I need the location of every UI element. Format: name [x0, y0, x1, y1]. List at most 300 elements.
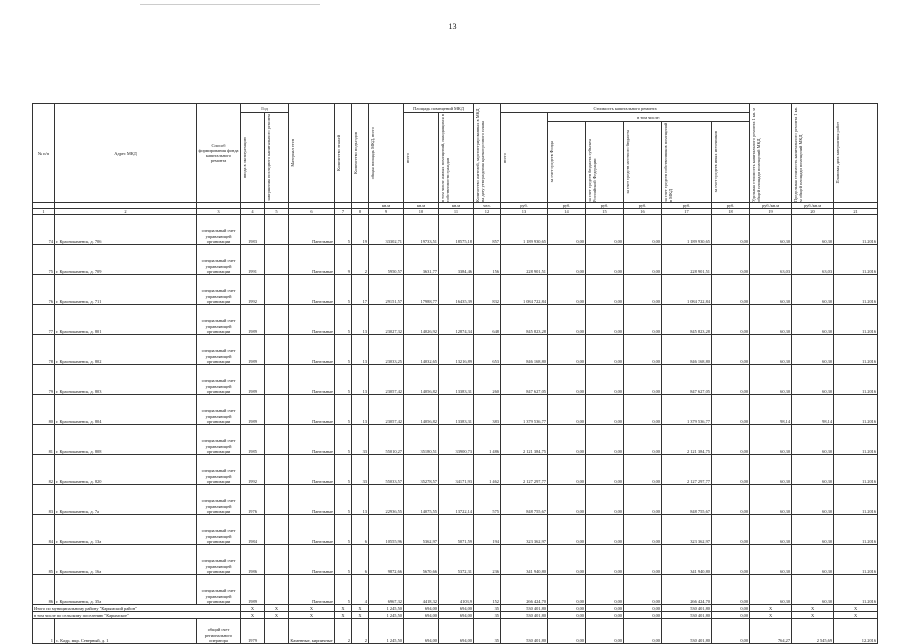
table-row: [33, 395, 878, 425]
residents: 194: [474, 515, 501, 545]
total-area: 1 245,50: [369, 619, 404, 644]
wall-material: Панельные: [289, 485, 335, 515]
plan-date: X: [834, 612, 878, 619]
plan-date: 11.2016: [834, 515, 878, 545]
cost-owners: 1 084 722,84: [662, 275, 712, 305]
cost-subject: 0,00: [586, 515, 624, 545]
row-number: 83: [33, 485, 55, 515]
column-number: 2: [55, 209, 197, 215]
area-residential: 13722,14: [439, 485, 474, 515]
cost-local: 0,00: [624, 395, 662, 425]
column-number: 13: [501, 209, 548, 215]
cost-subject: 0,00: [586, 545, 624, 575]
wall-material: Панельные: [289, 395, 335, 425]
cost-total: 530 401,80: [501, 612, 548, 619]
year-commission: 1989: [241, 335, 265, 365]
cost-fund: 0,00: [548, 335, 586, 365]
cost-total: 323 362,97: [501, 515, 548, 545]
area-total: 14056,82: [404, 395, 439, 425]
table-row: [33, 245, 878, 275]
cost-total: 266 424,70: [501, 575, 548, 605]
totals-label: Итого по муниципальному району "Карымский район": [33, 605, 241, 612]
cost-other: 0,00: [712, 455, 750, 485]
area-total: 14056,82: [404, 365, 439, 395]
total-area: 33302,71: [369, 215, 404, 245]
entrances: 33: [352, 455, 369, 485]
year-commission: 1983: [241, 215, 265, 245]
row-address: г. Краснокаменск, д. 801: [55, 305, 197, 335]
header-year-group: Год: [241, 104, 289, 113]
wall-material: Панельные: [289, 365, 335, 395]
row-address: г. Краснокаменск, д. 802: [55, 335, 197, 365]
entrances: 19: [352, 215, 369, 245]
cost-subject: 0,00: [586, 275, 624, 305]
cost-subject: 0,00: [586, 485, 624, 515]
total-area: 23027,32: [369, 305, 404, 335]
cost-local: 0,00: [624, 515, 662, 545]
column-number: 7: [335, 209, 352, 215]
cost-owners: 2 127 297,77: [662, 455, 712, 485]
year-commission: 1989: [241, 365, 265, 395]
cost-owners: 846 168,80: [662, 335, 712, 365]
year-commission: X: [241, 605, 265, 612]
table-row: [33, 425, 878, 455]
year-commission: 1992: [241, 455, 265, 485]
max-cost: 60,30: [792, 365, 834, 395]
unit-cost: 60,30: [750, 545, 792, 575]
cost-fund: 0,00: [548, 605, 586, 612]
unit-cell: чел.: [474, 203, 501, 209]
area-residential: 4103,9: [439, 575, 474, 605]
residents: 156: [474, 245, 501, 275]
unit-cost: 60,30: [750, 425, 792, 455]
floors: 5: [335, 455, 352, 485]
year-commission: 1985: [241, 425, 265, 455]
row-address: г. Краснокаменск, д. 820: [55, 455, 197, 485]
max-cost: 60,30: [792, 455, 834, 485]
year-last-repair: [265, 275, 289, 305]
row-address: г. Краснокаменск, д. 804: [55, 395, 197, 425]
area-residential: 13383,31: [439, 365, 474, 395]
year-last-repair: [265, 335, 289, 365]
cost-local: 0,00: [624, 455, 662, 485]
entrances: 2: [352, 619, 369, 644]
unit-cost: 63,03: [750, 245, 792, 275]
cost-fund: 0,00: [548, 365, 586, 395]
residents: 260: [474, 365, 501, 395]
column-number: 14: [548, 209, 586, 215]
row-number: 76: [33, 275, 55, 305]
column-number: 9: [369, 209, 404, 215]
cost-fund: 0,00: [548, 545, 586, 575]
column-number: 16: [624, 209, 662, 215]
row-number: 74: [33, 215, 55, 245]
max-cost: 60,30: [792, 275, 834, 305]
max-cost: 60,30: [792, 545, 834, 575]
cost-total: 845 823,28: [501, 305, 548, 335]
header-area-group: Площадь помещений МКД: [404, 104, 474, 113]
cost-other: 0,00: [712, 545, 750, 575]
column-number: 21: [834, 209, 878, 215]
year-commission: X: [241, 612, 265, 619]
cost-subject: 0,00: [586, 245, 624, 275]
header-cost-fund: за счет средств Фонда: [549, 141, 554, 183]
cost-other: 0,00: [712, 515, 750, 545]
header-plan-date: Плановая дата завершения работ: [835, 122, 841, 184]
cost-other: 0,00: [712, 275, 750, 305]
cost-owners: 845 823,28: [662, 305, 712, 335]
floors: 5: [335, 365, 352, 395]
area-residential: 694,00: [439, 605, 474, 612]
unit-cost: 60,30: [750, 275, 792, 305]
year-commission: 1986: [241, 545, 265, 575]
table-row: [33, 215, 878, 245]
entrances: 17: [352, 275, 369, 305]
unit-cell: руб.: [501, 203, 548, 209]
column-number: 1: [33, 209, 55, 215]
cost-local: 0,00: [624, 425, 662, 455]
header-cost-owners: за счет средств собственников помещений в МКД: [663, 122, 673, 202]
residents: 35: [474, 619, 501, 644]
unit-cost: 60,30: [750, 485, 792, 515]
cost-owners: 530 401,80: [662, 605, 712, 612]
floors: 5: [335, 305, 352, 335]
floors: 9: [335, 245, 352, 275]
total-area: 23033,25: [369, 335, 404, 365]
cost-local: 0,00: [624, 545, 662, 575]
cost-fund: 0,00: [548, 245, 586, 275]
cost-fund: 0,00: [548, 575, 586, 605]
total-area: 9872,66: [369, 545, 404, 575]
year-last-repair: [265, 395, 289, 425]
table-row: [33, 365, 878, 395]
year-commission: 1989: [241, 575, 265, 605]
plan-date: 11.2016: [834, 215, 878, 245]
cost-subject: 0,00: [586, 335, 624, 365]
unit-cost: 98,14: [750, 395, 792, 425]
plan-date: 11.2016: [834, 425, 878, 455]
fund-method: специальный счет управляющей организации: [197, 245, 241, 275]
cost-owners: 266 424,70: [662, 575, 712, 605]
header-area-total: всего: [405, 152, 410, 163]
cost-owners: 228 901,51: [662, 245, 712, 275]
plan-date: 11.2016: [834, 485, 878, 515]
cost-fund: 0,00: [548, 275, 586, 305]
area-residential: 33900,73: [439, 425, 474, 455]
header-floors: Количество этажей: [336, 135, 341, 171]
year-last-repair: [265, 365, 289, 395]
totals-row: [33, 605, 878, 612]
floors: X: [335, 612, 352, 619]
cost-other: 0,00: [712, 305, 750, 335]
cost-total: 530 401,80: [501, 619, 548, 644]
cost-total: 846 168,80: [501, 335, 548, 365]
residents: 857: [474, 215, 501, 245]
plan-date: 11.2016: [834, 245, 878, 275]
table-row: [33, 275, 878, 305]
wall-material: X: [289, 612, 335, 619]
column-number: 10: [404, 209, 439, 215]
floors: X: [335, 605, 352, 612]
wall-material: Панельные: [289, 545, 335, 575]
cost-subject: 0,00: [586, 455, 624, 485]
unit-cost: 60,30: [750, 515, 792, 545]
row-number: 1: [33, 619, 55, 644]
year-commission: 1976: [241, 485, 265, 515]
unit-cell: руб./кв.м: [792, 203, 834, 209]
cost-local: 0,00: [624, 335, 662, 365]
fund-method: специальный счет управляющей организации: [197, 305, 241, 335]
wall-material: X: [289, 605, 335, 612]
cost-total: 2 121 384,75: [501, 425, 548, 455]
header-year-commission: ввода в эксплуатацию: [242, 137, 247, 178]
area-total: 14026,92: [404, 305, 439, 335]
cost-fund: 0,00: [548, 612, 586, 619]
cost-owners: 530 401,80: [662, 619, 712, 644]
residents: 152: [474, 575, 501, 605]
header-fund-method: Способ формирования фонда капитального ремонта: [197, 104, 241, 203]
header-num: № п/п: [33, 104, 55, 203]
fund-method: специальный счет управляющей организации: [197, 485, 241, 515]
cost-local: 0,00: [624, 612, 662, 619]
year-last-repair: X: [265, 605, 289, 612]
row-address: г. Краснокаменск, д. 16а: [55, 545, 197, 575]
entrances: 13: [352, 395, 369, 425]
total-area: 55033,57: [369, 455, 404, 485]
header-cost-subject: за счет средств бюджета субъекта Российской Федерации: [587, 139, 597, 202]
entrances: 33: [352, 425, 369, 455]
cost-fund: 0,00: [548, 305, 586, 335]
total-area: 23057,42: [369, 395, 404, 425]
cost-subject: 0,00: [586, 215, 624, 245]
residents: 1 462: [474, 455, 501, 485]
max-cost: 60,30: [792, 575, 834, 605]
total-area: 23057,42: [369, 365, 404, 395]
area-residential: 694,00: [439, 612, 474, 619]
total-area: 6967,32: [369, 575, 404, 605]
row-number: 75: [33, 245, 55, 275]
header-residents: Количество жителей, зарегистрированных в МКД на дату утверждения краткосрочного плана: [475, 108, 485, 202]
cost-subject: 0,00: [586, 395, 624, 425]
year-commission: 1979: [241, 619, 265, 644]
residents: 575: [474, 485, 501, 515]
cost-total: 341 940,80: [501, 545, 548, 575]
row-address: с. Кадр, мкр. Северный, д. 1: [55, 619, 197, 644]
max-cost: 98,14: [792, 395, 834, 425]
unit-cost: 60,30: [750, 575, 792, 605]
row-address: г. Краснокаменск, д. 7а: [55, 485, 197, 515]
area-residential: 13216,89: [439, 335, 474, 365]
top-rule: [140, 4, 320, 5]
unit-cell: руб.: [624, 203, 662, 209]
cost-subject: 0,00: [586, 612, 624, 619]
floors: 5: [335, 545, 352, 575]
floors: 5: [335, 515, 352, 545]
header-cost-local: за счет средств местного бюджета: [625, 130, 630, 194]
unit-cost: 60,30: [750, 335, 792, 365]
fund-method: специальный счет управляющей организации: [197, 335, 241, 365]
plan-date: 11.2016: [834, 335, 878, 365]
unit-cost: X: [750, 612, 792, 619]
row-address: г. Краснокаменск, д. 711: [55, 275, 197, 305]
row-address: г. Краснокаменск, д. 706: [55, 215, 197, 245]
entrances: 2: [352, 245, 369, 275]
entrances: X: [352, 605, 369, 612]
column-number: 6: [289, 209, 335, 215]
total-area: 22936,55: [369, 485, 404, 515]
column-number: 17: [662, 209, 712, 215]
area-residential: 5372,31: [439, 545, 474, 575]
fund-method: специальный счет управляющей организации: [197, 545, 241, 575]
area-total: 694,00: [404, 612, 439, 619]
entrances: 13: [352, 485, 369, 515]
entrances: 4: [352, 575, 369, 605]
cost-owners: 1 379 536,77: [662, 395, 712, 425]
cost-other: 0,00: [712, 245, 750, 275]
unit-cell: руб.: [586, 203, 624, 209]
column-number: 8: [352, 209, 369, 215]
unit-cell: кв.м: [439, 203, 474, 209]
entrances: 6: [352, 545, 369, 575]
total-area: 1 245,50: [369, 612, 404, 619]
cost-local: 0,00: [624, 605, 662, 612]
max-cost: 60,30: [792, 515, 834, 545]
column-number: 5: [265, 209, 289, 215]
max-cost: 60,30: [792, 215, 834, 245]
fund-method: специальный счет управляющей организации: [197, 275, 241, 305]
entrances: 6: [352, 515, 369, 545]
unit-cost: 60,30: [750, 365, 792, 395]
wall-material: Панельные: [289, 425, 335, 455]
year-last-repair: X: [265, 612, 289, 619]
wall-material: Панельные: [289, 305, 335, 335]
cost-total: 530 401,80: [501, 605, 548, 612]
row-address: г. Краснокаменск, д. 803: [55, 365, 197, 395]
header-total-area: общая площадь МКД, всего: [370, 126, 375, 180]
area-total: 694,00: [404, 619, 439, 644]
floors: 5: [335, 275, 352, 305]
floors: 5: [335, 425, 352, 455]
unit-cell: руб.: [662, 203, 712, 209]
cost-other: 0,00: [712, 335, 750, 365]
year-commission: 1989: [241, 305, 265, 335]
floors: 2: [335, 619, 352, 644]
area-residential: 5071,59: [439, 515, 474, 545]
max-cost: 2 545,69: [792, 619, 834, 644]
unit-cost: 60,30: [750, 305, 792, 335]
year-last-repair: [265, 455, 289, 485]
unit-cell: руб.: [712, 203, 750, 209]
total-area: 1 245,50: [369, 605, 404, 612]
cost-total: 1 379 536,77: [501, 395, 548, 425]
entrances: 13: [352, 365, 369, 395]
cost-subject: 0,00: [586, 425, 624, 455]
fund-method: специальный счет управляющей организации: [197, 515, 241, 545]
cost-subject: 0,00: [586, 605, 624, 612]
capital-repair-table: [32, 103, 878, 644]
fund-method: специальный счет управляющей организации: [197, 425, 241, 455]
cost-owners: 530 401,80: [662, 612, 712, 619]
year-last-repair: [265, 575, 289, 605]
cost-local: 0,00: [624, 575, 662, 605]
fund-method: специальный счет управляющей организации: [197, 575, 241, 605]
plan-date: 11.2016: [834, 545, 878, 575]
unit-cell: руб.: [548, 203, 586, 209]
wall-material: Каменные, кирпичные: [289, 619, 335, 644]
column-number: 18: [712, 209, 750, 215]
max-cost: 60,30: [792, 425, 834, 455]
cost-total: 1 189 930,65: [501, 215, 548, 245]
cost-fund: 0,00: [548, 395, 586, 425]
cost-local: 0,00: [624, 365, 662, 395]
row-address: г. Краснокаменск, д. 709: [55, 245, 197, 275]
header-unit-cost: Удельная стоимость капитального ремонта 1 кв. м общей площади помещений МКД: [751, 108, 762, 202]
column-number: 12: [474, 209, 501, 215]
fund-method: специальный счет управляющей организации: [197, 215, 241, 245]
total-area: 5950,57: [369, 245, 404, 275]
year-last-repair: [265, 485, 289, 515]
table-row: [33, 575, 878, 605]
header-cost-total: всего: [502, 152, 507, 163]
residents: 832: [474, 275, 501, 305]
totals-label: в том числе по сельскому поселению "Карымское": [33, 612, 241, 619]
cost-owners: 847 627,05: [662, 365, 712, 395]
cost-total: 1 084 722,84: [501, 275, 548, 305]
area-total: 14075,55: [404, 485, 439, 515]
fund-method: специальный счет управляющей организации: [197, 365, 241, 395]
wall-material: Панельные: [289, 515, 335, 545]
residents: 236: [474, 545, 501, 575]
plan-date: 11.2016: [834, 305, 878, 335]
max-cost: 60,30: [792, 305, 834, 335]
column-number: 11: [439, 209, 474, 215]
row-number: 78: [33, 335, 55, 365]
total-area: 55010,27: [369, 425, 404, 455]
column-number: 20: [792, 209, 834, 215]
header-incl: в том числе:: [548, 113, 750, 122]
row-number: 77: [33, 305, 55, 335]
row-number: 80: [33, 395, 55, 425]
cost-owners: 848 755,67: [662, 485, 712, 515]
row-address: г. Краснокаменск, д. 808: [55, 425, 197, 455]
cost-subject: 0,00: [586, 619, 624, 644]
total-area: 10555,96: [369, 515, 404, 545]
column-number: 3: [197, 209, 241, 215]
cost-local: 0,00: [624, 275, 662, 305]
cost-fund: 0,00: [548, 455, 586, 485]
cost-owners: 323 362,97: [662, 515, 712, 545]
cost-subject: 0,00: [586, 575, 624, 605]
wall-material: Панельные: [289, 335, 335, 365]
plan-date: 11.2016: [834, 455, 878, 485]
cost-subject: 0,00: [586, 305, 624, 335]
header-cost-group: Стоимость капитального ремонта: [501, 104, 750, 113]
cost-total: 848 755,67: [501, 485, 548, 515]
header-year-last-repair: завершения последнего капитального ремонта: [266, 114, 271, 201]
max-cost: 63,03: [792, 245, 834, 275]
cost-owners: 1 189 930,65: [662, 215, 712, 245]
year-commission: 1984: [241, 515, 265, 545]
fund-method: общий счет регионального оператора: [197, 619, 241, 644]
area-total: 35180,51: [404, 425, 439, 455]
cost-other: 0,00: [712, 619, 750, 644]
residents: 35: [474, 605, 501, 612]
cost-owners: 341 940,80: [662, 545, 712, 575]
plan-date: 11.2016: [834, 275, 878, 305]
wall-material: Панельные: [289, 455, 335, 485]
cost-total: 847 627,05: [501, 365, 548, 395]
floors: 5: [335, 575, 352, 605]
